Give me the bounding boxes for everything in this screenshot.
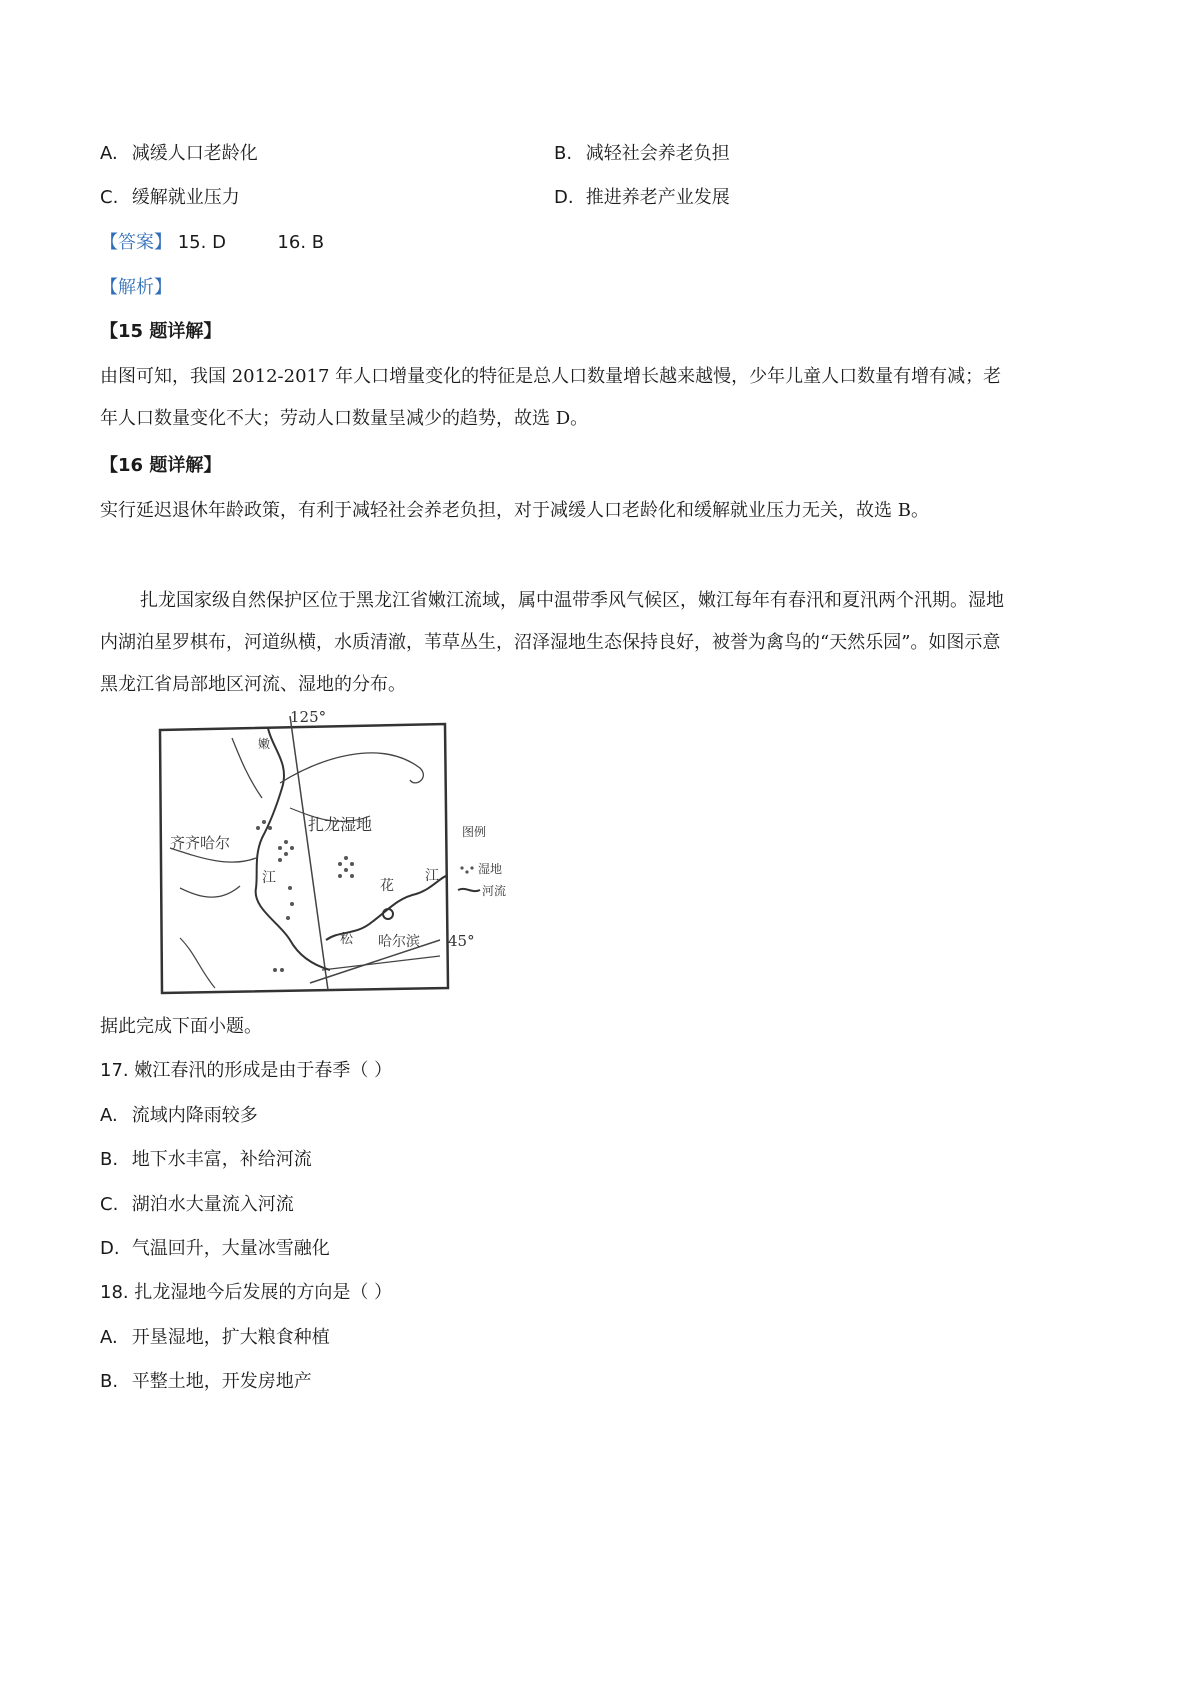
legend-title: 图例 [462,825,487,839]
option-label: A. [100,143,118,164]
tributary [180,886,240,897]
option-d [554,186,730,210]
legend-wetland-icon [460,866,473,873]
q17-option-d [100,1237,330,1261]
q18-stem: 18. 扎龙湿地今后发展的方向是（ ） [100,1282,393,1303]
q17-stem: 17. 嫩江春汛的形成是由于春季（ ） [100,1060,393,1081]
option-text: 湖泊水大量流入河流 [131,1194,294,1215]
option-text: 流域内降雨较多 [131,1105,258,1126]
option-label: D. [100,1238,120,1259]
river-char-label: 江 [262,870,276,886]
harbin-label: 哈尔滨 [378,934,420,950]
qiqihar-label: 齐齐哈尔 [170,834,231,852]
option-label: C. [100,187,119,208]
q17-option-c [100,1193,294,1217]
answer-q15: 15. D [177,232,226,253]
q18-option-a [100,1326,330,1350]
detail15-title: 【15 题详解】 [100,321,222,342]
option-label: A. [100,1327,118,1348]
detail16-title: 【16 题详解】 [100,455,222,476]
legend-wetland-label: 湿地 [478,862,503,876]
option-text: 开垦湿地，扩大粮食种植 [131,1327,330,1348]
tributary [280,753,423,783]
legend-river-label: 河流 [482,884,507,898]
detail16-text: 实行延迟退休年龄政策，有利于减轻社会养老负担，对于减缓人口老龄化和缓解就业压力无关，故选 B。 [100,500,929,521]
map-figure [140,708,530,998]
song-label: 松 [340,932,354,947]
q17-option-a [100,1104,258,1128]
option-label: A. [100,1105,118,1126]
jiang2-label: 江 [425,868,439,884]
wetland-patch [256,820,354,972]
nen-label: 嫩 [258,737,271,751]
zhalong-label: 扎龙湿地 [308,815,373,834]
option-text: 气温回升，大量冰雪融化 [131,1238,330,1259]
answer-line [100,231,324,255]
instruction: 据此完成下面小题。 [100,1016,262,1037]
tributary [180,938,215,988]
option-text: 推进养老产业发展 [585,187,730,208]
harbin-marker [383,909,393,919]
answer-q16: 16. B [277,232,325,253]
legend-river-icon [458,889,480,891]
answer-tag: 【答案】 [100,232,172,253]
q18-option-b [100,1370,312,1394]
option-a [100,142,258,166]
option-text: 减缓人口老龄化 [131,143,258,164]
q17-option-b [100,1148,312,1172]
parallel-label: 45° [448,932,475,950]
analysis-tag: 【解析】 [100,277,172,298]
option-label: B. [554,143,573,164]
option-c [100,186,240,210]
option-text: 缓解就业压力 [131,187,240,208]
option-label: D. [554,187,574,208]
option-label: B. [100,1371,119,1392]
option-label: C. [100,1194,119,1215]
option-text: 地下水丰富，补给河流 [131,1149,312,1170]
option-b [554,142,730,166]
meridian-label: 125° [290,708,327,726]
detail15-text: 由图可知，我国 2012-2017 年人口增量变化的特征是总人口数量增长越来越慢，少年儿童人口数量有增有减；老年人口数量变化不大；劳动人口数量呈减少的趋势，故选 D。 [100,366,1002,429]
parallel-line-2 [322,956,440,970]
hua-label: 花 [380,878,394,894]
option-text: 减轻社会养老负担 [585,143,730,164]
option-text: 平整土地，开发房地产 [131,1371,312,1392]
passage-text: 扎龙国家级自然保护区位于黑龙江省嫩江流域，属中温带季风气候区，嫩江每年有春汛和夏汛两个汛期。湿地内湖泊星罗棋布，河道纵横，水质清澈，苇草丛生，沼泽湿地生态保持良好，被誉为禽鸟的“天然乐园”。如图示意黑龙江省局部地区河流、湿地的分布。 [100,590,1004,695]
option-label: B. [100,1149,119,1170]
parallel-line [310,940,440,983]
